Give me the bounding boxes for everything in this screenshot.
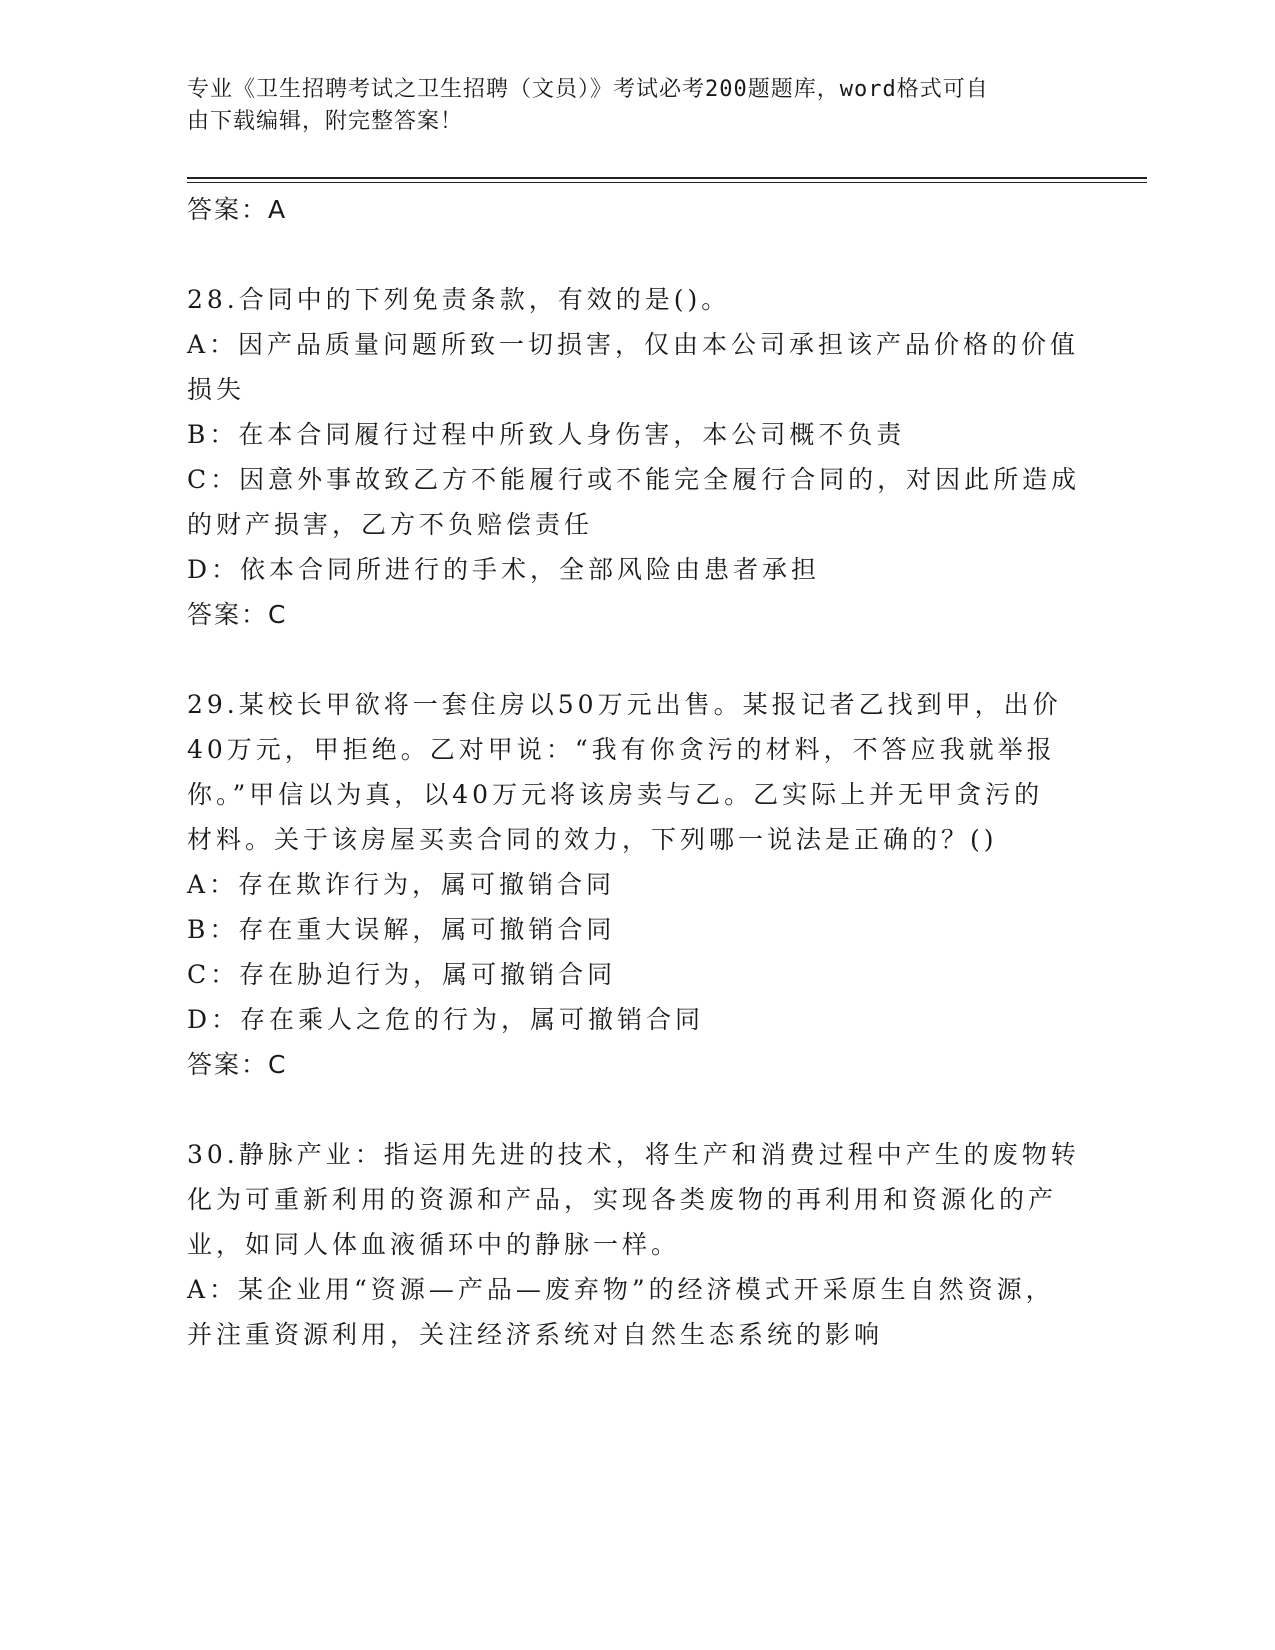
question-spacer <box>187 1087 1067 1132</box>
option-line: 损失 <box>187 375 246 404</box>
answer-line: 答案：C <box>187 600 288 629</box>
option-line: A：存在欺诈行为，属可撤销合同 <box>187 870 616 899</box>
question-stem-line: 你。”甲信以为真，以40万元将该房卖与乙。乙实际上并无甲贪污的 <box>187 780 1044 809</box>
question-stem-line: 材料。关于该房屋买卖合同的效力，下列哪一说法是正确的？() <box>187 825 998 854</box>
question-block <box>187 277 1081 637</box>
question-spacer <box>187 232 1067 277</box>
option-line: B：在本合同履行过程中所致人身伤害，本公司概不负责 <box>187 420 906 449</box>
option-line: D：依本合同所进行的手术，全部风险由患者承担 <box>187 555 821 584</box>
previous-answer: 答案：A <box>187 195 288 224</box>
option-line: A：因产品质量问题所致一切损害，仅由本公司承担该产品价格的价值 <box>187 330 1080 359</box>
option-line: 并注重资源利用，关注经济系统对自然生态系统的影响 <box>187 1320 884 1349</box>
option-line: 的财产损害，乙方不负赔偿责任 <box>187 510 594 539</box>
question-stem-line: 40万元，甲拒绝。乙对甲说：“我有你贪污的材料，不答应我就举报 <box>187 735 1056 764</box>
question-stem-line: 29.某校长甲欲将一套住房以50万元出售。某报记者乙找到甲，出价 <box>187 690 1062 719</box>
header-divider-thin <box>187 182 1147 183</box>
question-stem-line: 化为可重新利用的资源和产品，实现各类废物的再利用和资源化的产 <box>187 1185 1058 1214</box>
option-line: B：存在重大误解，属可撤销合同 <box>187 915 616 944</box>
option-line: C：因意外事故致乙方不能履行或不能完全履行合同的，对因此所造成 <box>187 465 1081 494</box>
question-block <box>187 682 1067 1087</box>
question-stem-line: 28.合同中的下列免责条款，有效的是()。 <box>187 285 731 314</box>
header-line-2: 由下载编辑，附完整答案！ <box>187 109 464 134</box>
question-block <box>187 1132 1080 1357</box>
question-stem-line: 业，如同人体血液循环中的静脉一样。 <box>187 1230 681 1259</box>
header-line-1: 专业《卫生招聘考试之卫生招聘（文员）》考试必考200题题库，word格式可自 <box>187 77 989 102</box>
option-line: A：某企业用“资源—产品—废弃物”的经济模式开采原生自然资源， <box>187 1275 1055 1304</box>
question-stem-line: 30.静脉产业：指运用先进的技术，将生产和消费过程中产生的废物转 <box>187 1140 1080 1169</box>
option-line: D：存在乘人之危的行为，属可撤销合同 <box>187 1005 705 1034</box>
header-divider-thick <box>187 177 1147 179</box>
answer-line: 答案：C <box>187 1050 288 1079</box>
question-list <box>187 187 1081 1357</box>
page-header <box>187 74 1067 138</box>
option-line: C：存在胁迫行为，属可撤销合同 <box>187 960 617 989</box>
question-spacer <box>187 637 1067 682</box>
